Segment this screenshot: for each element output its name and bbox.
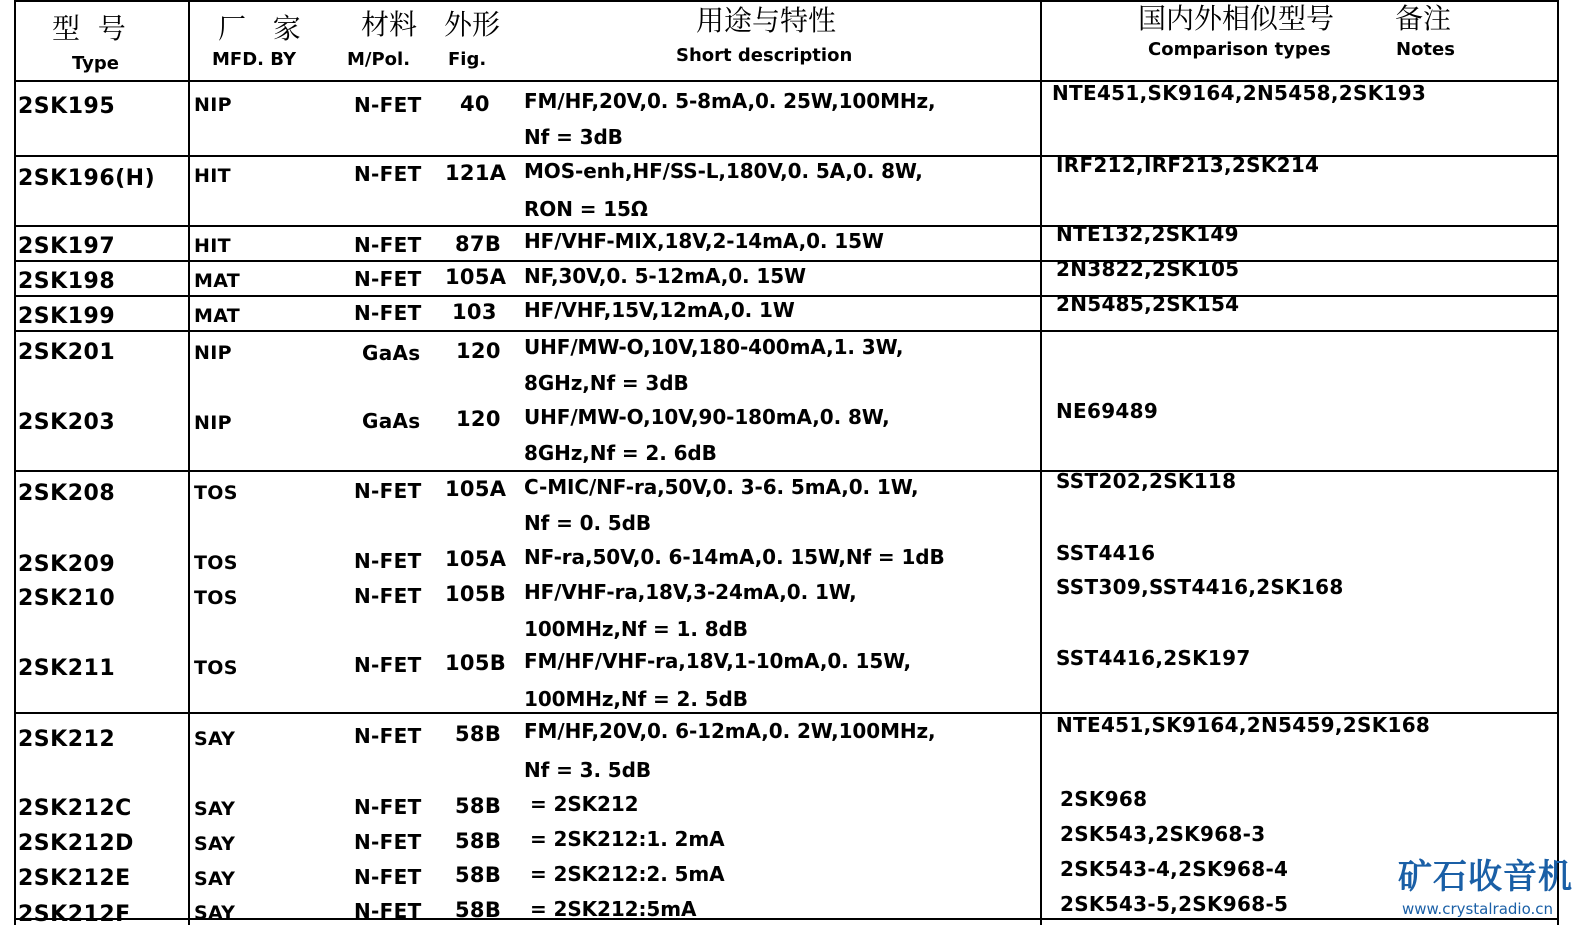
comparison-cell: NTE132,2SK149	[1056, 222, 1239, 246]
material-cell: N-FET	[354, 267, 422, 291]
row-divider	[14, 470, 1559, 472]
description-cell: HF/VHF-MIX,18V,2-14mA,0. 15W	[524, 229, 884, 253]
comparison-cell: 2SK968	[1060, 787, 1148, 811]
manufacturer-cell: NIP	[194, 412, 232, 434]
comparison-cell: NTE451,SK9164,2N5458,2SK193	[1052, 81, 1427, 105]
type-cell: 2SK198	[18, 269, 116, 294]
table-border-bottom	[14, 918, 1559, 920]
watermark-logo: 矿石收音机	[1398, 857, 1573, 897]
figure-cell: 105A	[445, 547, 507, 571]
material-cell: N-FET	[354, 301, 422, 325]
manufacturer-cell: SAY	[194, 798, 236, 820]
comparison-cell: NTE451,SK9164,2N5459,2SK168	[1056, 713, 1431, 737]
material-cell: N-FET	[354, 830, 422, 854]
manufacturer-cell: SAY	[194, 902, 236, 924]
figure-cell: 58B	[455, 722, 502, 746]
header-type-en: Type	[72, 53, 119, 74]
manufacturer-cell: SAY	[194, 728, 236, 750]
material-cell: N-FET	[354, 584, 422, 608]
description-cell-line2: Nf = 3. 5dB	[524, 758, 651, 782]
material-cell: N-FET	[354, 93, 422, 117]
description-cell: NF,30V,0. 5-12mA,0. 15W	[524, 264, 806, 288]
type-cell: 2SK212D	[18, 831, 134, 856]
figure-cell: 105A	[445, 265, 507, 289]
figure-cell: 103	[452, 300, 497, 324]
header-notes-en: Notes	[1396, 39, 1455, 60]
row-divider	[14, 225, 1559, 227]
figure-cell: 105B	[445, 582, 507, 606]
figure-cell: 58B	[455, 898, 502, 922]
figure-cell: 87B	[455, 232, 502, 256]
header-mfd-en: MFD. BY	[212, 49, 297, 70]
comparison-cell: SST202,2SK118	[1056, 469, 1237, 493]
material-cell: GaAs	[362, 409, 421, 433]
material-cell: N-FET	[354, 479, 422, 503]
figure-cell: 105A	[445, 477, 507, 501]
header-description-en: Short description	[676, 45, 853, 66]
description-cell-line2: Nf = 0. 5dB	[524, 511, 651, 535]
description-cell: UHF/MW-O,10V,90-180mA,0. 8W,	[524, 405, 890, 429]
type-cell: 2SK195	[18, 94, 116, 119]
description-cell: FM/HF,20V,0. 6-12mA,0. 2W,100MHz,	[524, 719, 936, 743]
comparison-cell: SST4416,2SK197	[1056, 646, 1251, 670]
comparison-cell: 2N3822,2SK105	[1056, 257, 1240, 281]
header-figure-cn: 外形	[444, 8, 501, 41]
type-cell: 2SK210	[18, 586, 116, 611]
figure-cell: 40	[460, 92, 490, 116]
comparison-cell: 2SK543-4,2SK968-4	[1060, 857, 1289, 881]
type-cell: 2SK203	[18, 410, 116, 435]
manufacturer-cell: MAT	[194, 270, 240, 292]
comparison-cell: SST309,SST4416,2SK168	[1056, 575, 1344, 599]
manufacturer-cell: TOS	[194, 657, 238, 679]
description-cell: C-MIC/NF-ra,50V,0. 3-6. 5mA,0. 1W,	[524, 475, 919, 499]
manufacturer-cell: MAT	[194, 305, 240, 327]
description-cell: = 2SK212:1. 2mA	[530, 827, 725, 851]
row-divider	[14, 260, 1559, 262]
manufacturer-cell: TOS	[194, 587, 238, 609]
column-divider-description	[1040, 0, 1042, 925]
description-cell: FM/HF,20V,0. 5-8mA,0. 25W,100MHz,	[524, 89, 936, 113]
type-cell: 2SK212C	[18, 796, 132, 821]
description-cell: NF-ra,50V,0. 6-14mA,0. 15W,Nf = 1dB	[524, 545, 945, 569]
header-mfd-cn: 厂 家	[218, 12, 301, 45]
table-border-right	[1557, 0, 1559, 925]
description-cell-line2: Nf = 3dB	[524, 125, 623, 149]
description-cell: HF/VHF,15V,12mA,0. 1W	[524, 298, 795, 322]
header-material-en: M/Pol.	[347, 49, 411, 70]
type-cell: 2SK212F	[18, 902, 131, 927]
description-cell-line2: RON = 15Ω	[524, 197, 648, 221]
type-cell: 2SK196(H)	[18, 166, 156, 191]
material-cell: N-FET	[354, 865, 422, 889]
description-cell: FM/HF/VHF-ra,18V,1-10mA,0. 15W,	[524, 649, 911, 673]
description-cell-line2: 100MHz,Nf = 2. 5dB	[524, 687, 748, 711]
material-cell: N-FET	[354, 233, 422, 257]
description-cell: = 2SK212:2. 5mA	[530, 862, 725, 886]
header-notes-cn: 备注	[1395, 2, 1452, 35]
manufacturer-cell: HIT	[194, 235, 231, 257]
type-cell: 2SK201	[18, 340, 116, 365]
watermark-url: www.crystalradio.cn	[1402, 900, 1554, 918]
figure-cell: 120	[456, 407, 501, 431]
type-cell: 2SK212	[18, 727, 116, 752]
column-divider-type	[188, 0, 190, 925]
figure-cell: 58B	[455, 794, 502, 818]
material-cell: GaAs	[362, 341, 421, 365]
type-cell: 2SK199	[18, 304, 116, 329]
description-cell-line2: 100MHz,Nf = 1. 8dB	[524, 617, 748, 641]
comparison-cell: NE69489	[1056, 399, 1159, 423]
header-comparison-cn: 国内外相似型号	[1138, 2, 1335, 35]
type-cell: 2SK211	[18, 656, 116, 681]
description-cell: MOS-enh,HF/SS-L,180V,0. 5A,0. 8W,	[524, 159, 923, 183]
comparison-cell: 2SK543,2SK968-3	[1060, 822, 1266, 846]
material-cell: N-FET	[354, 899, 422, 923]
material-cell: N-FET	[354, 162, 422, 186]
comparison-cell: IRF212,IRF213,2SK214	[1056, 153, 1320, 177]
comparison-cell: SST4416	[1056, 541, 1156, 565]
material-cell: N-FET	[354, 653, 422, 677]
description-cell: HF/VHF-ra,18V,3-24mA,0. 1W,	[524, 580, 857, 604]
description-cell-line2: 8GHz,Nf = 3dB	[524, 371, 689, 395]
comparison-cell: 2N5485,2SK154	[1056, 292, 1240, 316]
manufacturer-cell: HIT	[194, 165, 231, 187]
manufacturer-cell: SAY	[194, 868, 236, 890]
description-cell-line2: 8GHz,Nf = 2. 6dB	[524, 441, 717, 465]
material-cell: N-FET	[354, 795, 422, 819]
row-divider	[14, 330, 1559, 332]
figure-cell: 120	[456, 339, 501, 363]
row-divider	[14, 155, 1559, 157]
manufacturer-cell: TOS	[194, 552, 238, 574]
figure-cell: 105B	[445, 651, 507, 675]
description-cell: = 2SK212	[530, 792, 639, 816]
type-cell: 2SK208	[18, 481, 116, 506]
figure-cell: 121A	[445, 161, 507, 185]
type-cell: 2SK212E	[18, 866, 131, 891]
header-type-cn: 型 号	[52, 12, 126, 45]
figure-cell: 58B	[455, 863, 502, 887]
manufacturer-cell: NIP	[194, 94, 232, 116]
material-cell: N-FET	[354, 549, 422, 573]
table-border-left	[14, 0, 16, 925]
figure-cell: 58B	[455, 829, 502, 853]
header-comparison-en: Comparison types	[1148, 39, 1331, 60]
type-cell: 2SK197	[18, 234, 116, 259]
type-cell: 2SK209	[18, 552, 116, 577]
material-cell: N-FET	[354, 724, 422, 748]
manufacturer-cell: NIP	[194, 342, 232, 364]
comparison-cell: 2SK543-5,2SK968-5	[1060, 892, 1289, 916]
manufacturer-cell: SAY	[194, 833, 236, 855]
header-description-cn: 用途与特性	[696, 4, 837, 37]
description-cell: = 2SK212:5mA	[530, 897, 697, 921]
table-border-top	[14, 0, 1559, 2]
header-figure-en: Fig.	[448, 49, 487, 70]
header-material-cn: 材料	[361, 8, 418, 41]
description-cell: UHF/MW-O,10V,180-400mA,1. 3W,	[524, 335, 904, 359]
manufacturer-cell: TOS	[194, 482, 238, 504]
